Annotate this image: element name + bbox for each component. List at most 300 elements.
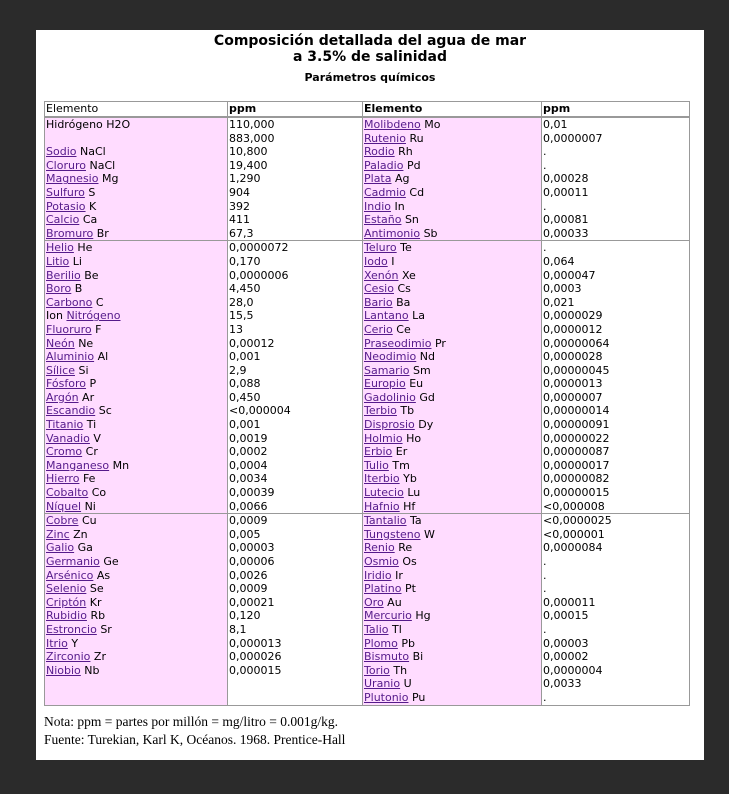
element-link[interactable]: Potasio [46,199,86,213]
ppm-value: 0,01 [543,118,568,131]
element-link[interactable]: Erbio [364,445,393,459]
element-cell [46,418,227,432]
element-cell [46,241,227,255]
ppm-value: 0,0000072 [229,241,289,255]
element-symbol: Sm [413,363,431,377]
ppm-value: <0,000004 [229,404,291,418]
element-symbol: Sc [98,404,112,418]
element-cell [364,255,541,269]
ppm-value: 0,00039 [229,486,275,500]
ppm-value: 0,00000017 [543,458,610,472]
element-symbol: Hg [415,609,431,623]
element-symbol: Ir [395,568,403,582]
element-link[interactable]: Platino [364,582,402,596]
document-page [36,30,704,760]
element-symbol: Mg [101,172,119,186]
element-link[interactable]: Aluminio [46,350,95,364]
element-cell [46,650,227,664]
element-link[interactable]: Boro [46,282,72,296]
ppm-value: 0,0004 [229,458,268,472]
element-link[interactable]: Renio [364,541,395,555]
element-group [45,117,689,240]
element-link[interactable]: Teluro [364,241,397,255]
element-symbol: C [95,295,104,309]
element-link[interactable]: Berilio [46,268,81,282]
ppm-value: 0,00000045 [543,363,610,377]
element-link[interactable]: Rodio [364,145,395,159]
ppm-value: 0,00000082 [543,472,610,486]
element-symbol: Ba [396,295,411,309]
ppm-value: 0,00081 [543,213,589,227]
element-link[interactable]: Rubidio [46,609,87,623]
ppm-value: 0,0000007 [543,131,603,145]
element-link[interactable]: Mercurio [364,609,412,623]
element-link[interactable]: Sílice [46,363,75,377]
element-cell [364,514,541,528]
element-symbol: Cs [397,282,411,296]
element-link[interactable]: Lantano [364,309,409,323]
element-link[interactable]: Europio [364,377,406,391]
element-prefix: Hidrógeno H2O [46,118,131,131]
element-link[interactable]: Plutonio [364,690,409,704]
element-symbol: U [403,677,412,691]
element-symbol: Zr [93,650,106,664]
element-symbol: Cr [85,445,98,459]
element-cell [364,159,541,173]
element-link[interactable]: Arsénico [46,568,94,582]
element-link[interactable]: Bismuto [364,650,410,664]
element-cell [364,404,541,418]
ppm-value: 0,170 [229,254,261,268]
element-symbol: Cu [81,514,97,528]
ppm-value: . [543,158,547,172]
element-link[interactable]: Uranio [364,677,401,691]
element-cell [364,172,541,186]
ppm-value: 392 [229,199,250,213]
element-link[interactable]: Xenón [364,268,399,282]
element-link[interactable]: Niobio [46,663,81,677]
ppm-value: 0,00000015 [543,486,610,500]
right-element-column [362,118,541,240]
element-link[interactable]: Molibdeno [364,118,421,131]
element-cell [364,691,541,705]
element-symbol: Au [387,595,402,609]
element-link[interactable]: Iridio [364,568,392,582]
element-link[interactable]: Antimonio [364,226,421,240]
element-link[interactable]: Holmio [364,431,403,445]
element-symbol: Si [78,363,89,377]
ppm-value: <0,000001 [543,527,605,541]
ppm-value: 0,00006 [229,555,275,568]
title-line-2: a 3.5% de salinidad [292,49,448,65]
element-link[interactable]: Neón [46,336,75,350]
element-symbol: S [88,185,96,199]
element-symbol: Pr [434,336,446,350]
element-link[interactable]: Torio [364,663,390,677]
element-link[interactable]: Selenio [46,582,87,596]
element-cell [364,445,541,459]
element-cell [46,350,227,364]
element-cell [364,486,541,500]
ppm-value: 0,000015 [229,663,282,677]
element-symbol: Ru [409,131,424,145]
element-link[interactable]: Níquel [46,499,82,513]
element-symbol: Ce [396,322,411,336]
element-link[interactable]: Indio [364,199,391,213]
element-cell [364,609,541,623]
element-link[interactable]: Calcio [46,213,80,227]
ppm-value: 0,00011 [543,185,589,199]
ppm-value: 0,0002 [229,445,268,459]
element-symbol: Ho [406,431,422,445]
element-link[interactable]: Cromo [46,445,83,459]
element-link[interactable]: Zirconio [46,650,91,664]
ppm-value: 0,0000029 [543,309,603,323]
element-link[interactable]: Cobre [46,514,79,528]
element-symbol: Se [89,582,104,596]
element-link[interactable]: Vanadio [46,431,90,445]
element-cell [46,472,227,486]
element-cell [46,500,227,514]
element-symbol: Tl [391,622,402,636]
left-element-column [45,241,227,513]
ppm-value: . [543,199,547,213]
left-ppm-column [227,514,362,704]
element-symbol: Hf [403,499,416,513]
element-symbol: Br [96,226,109,240]
element-symbol: Te [400,241,412,255]
element-cell [364,269,541,283]
element-cell [364,391,541,405]
element-cell [46,404,227,418]
element-symbol: Pu [411,690,426,704]
element-cell [46,377,227,391]
element-symbol: Ne [78,336,94,350]
element-link[interactable]: Cobalto [46,486,89,500]
footnotes [44,713,345,749]
element-symbol: Fe [82,472,96,486]
ppm-value: . [543,568,547,582]
element-link[interactable]: Paladio [364,158,404,172]
ppm-value: 0,0034 [229,472,268,486]
ppm-value: 15,5 [229,309,254,323]
element-cell [46,541,227,555]
element-symbol: Ti [86,418,97,432]
element-link[interactable]: Rutenio [364,131,406,145]
element-cell [46,200,227,214]
element-cell [46,486,227,500]
ppm-value: <0,000008 [543,499,605,513]
ppm-value: 883,000 [229,131,275,145]
element-link[interactable]: Litio [46,254,70,268]
ppm-value: 0,00000022 [543,431,610,445]
ppm-value: 0,00015 [543,609,589,623]
element-cell [46,555,227,569]
ppm-value: 904 [229,185,250,199]
element-cell [46,391,227,405]
ppm-value: . [543,622,547,636]
element-symbol: Th [393,663,408,677]
element-cell [46,132,227,146]
element-cell [46,227,227,241]
element-link[interactable]: Cerio [364,322,393,336]
header-ppm-right: ppm [541,102,689,116]
element-cell [46,582,227,596]
element-link[interactable]: Osmio [364,555,399,568]
ppm-value: 0,0026 [229,568,268,582]
ppm-value: 0,0009 [229,582,268,596]
element-symbol: NaCl [89,158,116,172]
element-symbol: Y [71,636,79,650]
element-link[interactable]: Bario [364,295,393,309]
ppm-value: <0,0000025 [543,514,612,528]
element-link[interactable]: Criptón [46,595,87,609]
element-link[interactable]: Manganeso [46,458,110,472]
element-cell [46,459,227,473]
element-link[interactable]: Germanio [46,555,100,568]
element-link[interactable]: Terbio [364,404,397,418]
element-cell [364,241,541,255]
element-cell [46,172,227,186]
element-cell [46,664,227,678]
element-link[interactable]: Hafnio [364,499,400,513]
element-symbol: Cd [409,185,425,199]
ppm-value: 0,0000004 [543,663,603,677]
ppm-value: 0,000013 [229,636,282,650]
element-cell [46,309,227,323]
element-link[interactable]: Talio [364,622,389,636]
ppm-value: 411 [229,213,250,227]
element-link[interactable]: Oro [364,595,384,609]
element-link[interactable]: Nitrógeno [66,309,121,323]
element-link[interactable]: Tulio [364,458,389,472]
element-symbol: As [96,568,111,582]
header-ppm-left: ppm [227,102,362,116]
ppm-value: . [543,555,547,568]
element-link[interactable]: Plata [364,172,392,186]
element-link[interactable]: Estroncio [46,622,97,636]
element-link[interactable]: Praseodimio [364,336,432,350]
element-link[interactable]: Cesio [364,282,394,296]
element-symbol: Ta [410,514,422,528]
ppm-value: 0,005 [229,527,261,541]
element-group [45,513,689,704]
header-elemento-right: Elemento [362,102,541,116]
ppm-value: 0,00012 [229,336,275,350]
element-symbol: He [77,241,93,255]
element-cell [46,213,227,227]
ppm-value: 0,0009 [229,514,268,528]
ppm-value: 0,00000064 [543,336,610,350]
element-cell [364,350,541,364]
element-symbol: K [89,199,97,213]
element-symbol: Pb [401,636,415,650]
element-link[interactable]: Helio [46,241,74,255]
element-symbol: Re [398,541,413,555]
element-link[interactable]: Bromuro [46,226,94,240]
ppm-value: 0,000011 [543,595,596,609]
element-cell [364,459,541,473]
element-cell [46,609,227,623]
element-symbol: Os [402,555,417,568]
ppm-value: 10,800 [229,145,268,159]
title-line-1: Composición detallada del agua de mar [213,33,527,49]
ppm-value: 0,001 [229,418,261,432]
element-link[interactable]: Cadmio [364,185,406,199]
ppm-value: 0,021 [543,295,575,309]
element-link[interactable]: Magnesio [46,172,99,186]
ppm-value: 0,001 [229,350,261,364]
table-header-row [45,102,689,117]
element-link[interactable]: Iodo [364,254,388,268]
element-link[interactable]: Galio [46,541,75,555]
element-symbol: F [95,322,102,336]
element-symbol: Zn [73,527,88,541]
element-cell [364,528,541,542]
element-symbol: B [74,282,83,296]
composition-table [44,101,690,706]
ppm-value: 0,00000087 [543,445,610,459]
ppm-value: 0,00000091 [543,418,610,432]
ppm-value: 0,0000013 [543,377,603,391]
header-elemento-left: Elemento [46,102,99,115]
ppm-value: 0,088 [229,377,261,391]
element-link[interactable]: Gadolinio [364,390,416,404]
source-citation: Fuente: Turekian, Karl K, Océanos. 1968. Prentice-Hall [44,732,346,747]
ppm-value: . [543,690,547,704]
right-ppm-column [541,241,689,513]
element-symbol: Pd [406,158,421,172]
element-symbol: In [394,199,405,213]
element-cell [46,255,227,269]
ppm-value: 28,0 [229,295,254,309]
element-cell [364,500,541,514]
element-cell [364,555,541,569]
ppm-value: 2,9 [229,363,247,377]
ppm-value: 0,0033 [543,677,582,691]
element-cell [364,418,541,432]
element-cell [46,569,227,583]
element-link[interactable]: Iterbio [364,472,400,486]
element-symbol: P [89,377,97,391]
element-cell [364,309,541,323]
element-cell [364,282,541,296]
ppm-value: 0,000026 [229,650,282,664]
element-cell [364,145,541,159]
element-cell [46,596,227,610]
element-cell [46,159,227,173]
ppm-value: 0,064 [543,254,575,268]
element-symbol: Be [84,268,99,282]
element-symbol: Bi [412,650,424,664]
element-link[interactable]: Fluoruro [46,322,92,336]
ppm-value: 0,00033 [543,226,589,240]
element-cell [364,323,541,337]
element-symbol: Li [72,254,82,268]
element-link[interactable]: Cloruro [46,158,86,172]
element-link[interactable]: Zinc [46,527,70,541]
element-cell [364,337,541,351]
element-link[interactable]: Lutecio [364,486,404,500]
left-element-column [45,514,227,704]
element-cell [46,623,227,637]
element-cell [46,337,227,351]
element-cell [364,186,541,200]
element-symbol: Dy [418,418,434,432]
element-link[interactable]: Carbono [46,295,93,309]
element-cell [364,596,541,610]
element-symbol: Ga [77,541,93,555]
element-symbol: La [412,309,425,323]
ppm-value: 0,000047 [543,268,596,282]
element-link[interactable]: Argón [46,390,79,404]
ppm-value: 0,00028 [543,172,589,186]
element-cell [364,472,541,486]
ppm-value: . [543,582,547,596]
element-cell [364,623,541,637]
element-link[interactable]: Fósforo [46,377,87,391]
element-link[interactable]: Escandio [46,404,96,418]
element-cell [364,377,541,391]
element-symbol: Sb [423,226,438,240]
ppm-value: 4,450 [229,282,261,296]
element-symbol: Pt [405,582,416,596]
element-symbol: Mn [112,458,130,472]
element-link[interactable]: Hierro [46,472,80,486]
element-link[interactable]: Titanio [46,418,84,432]
element-link[interactable]: Tantalio [364,514,407,528]
element-cell [364,569,541,583]
element-link[interactable]: Itrio [46,636,68,650]
element-link[interactable]: Estaño [364,213,402,227]
element-symbol: Ge [103,555,119,568]
ppm-value: 0,0000006 [229,268,289,282]
page-title [36,33,704,65]
element-cell [364,432,541,446]
element-link[interactable]: Sodio [46,145,77,159]
element-cell [364,541,541,555]
element-link[interactable]: Tungsteno [364,527,421,541]
element-cell [46,145,227,159]
element-cell [46,432,227,446]
ppm-value: 0,120 [229,609,261,623]
left-ppm-column [227,241,362,513]
element-cell [46,118,227,132]
element-cell [364,200,541,214]
element-cell [46,514,227,528]
ppm-value: 0,0003 [543,282,582,296]
element-link[interactable]: Neodimio [364,350,417,364]
element-symbol: Nd [419,350,435,364]
element-symbol: Ni [84,499,96,513]
element-link[interactable]: Plomo [364,636,398,650]
element-cell [46,323,227,337]
element-link[interactable]: Disprosio [364,418,415,432]
element-symbol: Mo [424,118,441,131]
ppm-value: 0,0066 [229,499,268,513]
left-ppm-column [227,118,362,240]
element-symbol: Xe [401,268,416,282]
ppm-value: . [543,241,547,255]
ppm-value: 0,0000084 [543,541,603,555]
element-link[interactable]: Sulfuro [46,185,85,199]
element-cell [364,664,541,678]
element-cell [46,637,227,651]
element-link[interactable]: Samario [364,363,410,377]
element-cell [364,296,541,310]
element-symbol: Ag [394,172,410,186]
element-symbol: Tb [400,404,415,418]
